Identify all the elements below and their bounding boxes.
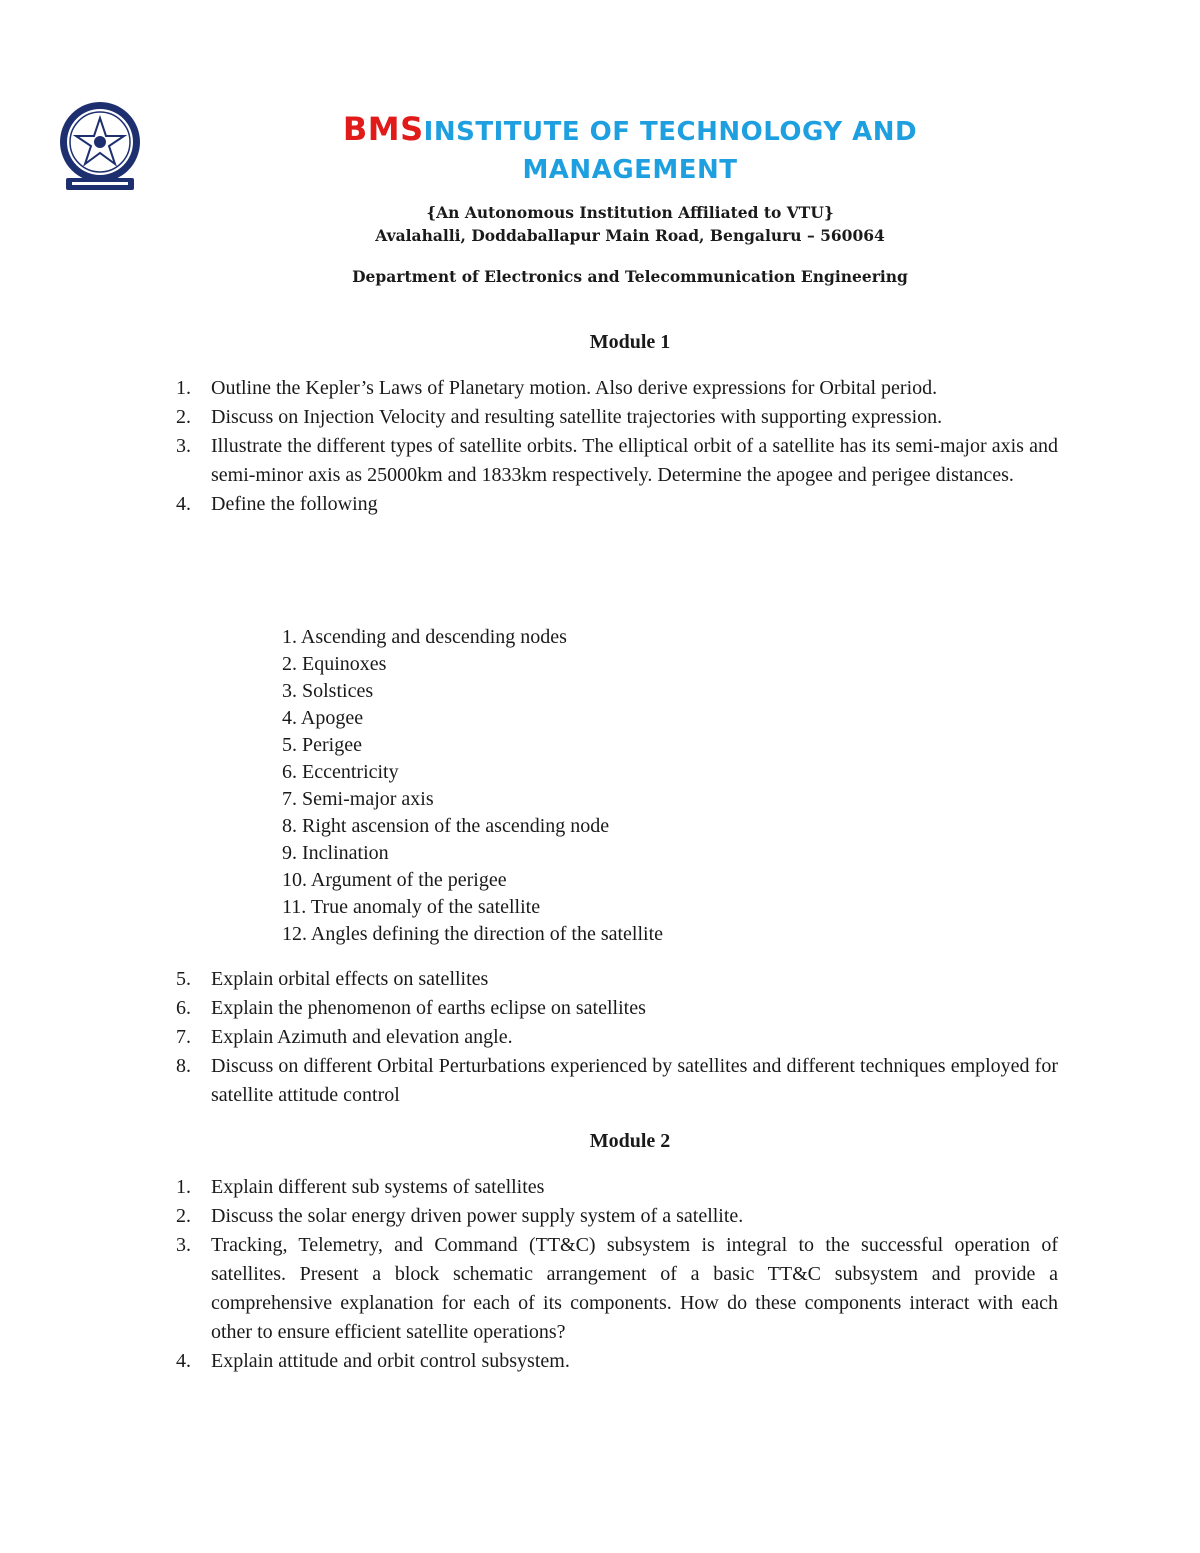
question-item bbox=[168, 965, 1058, 994]
definition-item: 10. Argument of the perigee bbox=[282, 869, 507, 891]
definition-item: 11. True anomaly of the satellite bbox=[282, 896, 541, 918]
question-text: Explain Azimuth and elevation angle. bbox=[211, 1026, 513, 1048]
question-text: Tracking, Telemetry, and Command (TT&C) subsystem is integral to the successful operation of satellites. Present a block schematic arrangement of a basic TT&C subsystem and provide a comprehensive explanation for each of its components. How do these components interact with each other to ensure efficient satellite operations? bbox=[211, 1234, 1058, 1343]
question-number: 2. bbox=[176, 406, 191, 428]
institute-title bbox=[300, 110, 960, 189]
department: Department of Electronics and Telecommunication Engineering bbox=[352, 267, 908, 286]
question-number: 4. bbox=[176, 1350, 191, 1372]
question-item bbox=[168, 1173, 1058, 1202]
question-text: Explain different sub systems of satellites bbox=[211, 1176, 545, 1198]
question-item bbox=[168, 1202, 1058, 1231]
question-number: 6. bbox=[176, 997, 191, 1019]
module-2-title: Module 2 bbox=[589, 1130, 671, 1152]
definition-item: 4. Apogee bbox=[282, 707, 364, 729]
question-number: 4. bbox=[176, 493, 191, 515]
definition-item: 1. Ascending and descending nodes bbox=[282, 626, 567, 648]
question-number: 2. bbox=[176, 1205, 191, 1227]
module-1-title: Module 1 bbox=[589, 331, 671, 353]
question-number: 5. bbox=[176, 968, 191, 990]
question-text: Illustrate the different types of satellite orbits. The elliptical orbit of a satellite has its semi-major axis and semi-minor axis as 25000km and 1833km respectively. Determine the apogee and perigee distances. bbox=[211, 435, 1058, 486]
question-item bbox=[168, 432, 1058, 490]
definition-item: 7. Semi-major axis bbox=[282, 788, 434, 810]
definition-list bbox=[282, 624, 663, 948]
question-number: 1. bbox=[176, 377, 191, 399]
definition-item: 8. Right ascension of the ascending node bbox=[282, 815, 610, 837]
question-item bbox=[168, 1023, 1058, 1052]
institute-name: INSTITUTE OF TECHNOLOGY AND bbox=[423, 117, 918, 147]
definition-item: 6. Eccentricity bbox=[282, 761, 399, 783]
module-1-questions-b bbox=[168, 965, 1058, 1110]
question-text: Discuss on different Orbital Perturbations experienced by satellites and different techniques employed for satellite attitude control bbox=[211, 1055, 1058, 1106]
question-text: Discuss on Injection Velocity and resulting satellite trajectories with supporting expression. bbox=[211, 406, 943, 428]
institute-logo bbox=[56, 100, 144, 196]
question-text: Explain attitude and orbit control subsystem. bbox=[211, 1350, 570, 1372]
question-item bbox=[168, 1231, 1058, 1347]
brand-name: BMS bbox=[342, 110, 424, 148]
definition-item: 2. Equinoxes bbox=[282, 653, 387, 675]
definition-item: 3. Solstices bbox=[282, 680, 374, 702]
question-item bbox=[168, 374, 1058, 403]
question-number: 3. bbox=[176, 1234, 191, 1256]
address: Avalahalli, Doddaballapur Main Road, Bengaluru – 560064 bbox=[375, 226, 885, 245]
question-number: 8. bbox=[176, 1055, 191, 1077]
module-2-questions bbox=[168, 1173, 1058, 1376]
question-item bbox=[168, 994, 1058, 1023]
definition-item: 12. Angles defining the direction of the satellite bbox=[282, 923, 664, 945]
question-text: Discuss the solar energy driven power supply system of a satellite. bbox=[211, 1205, 744, 1227]
question-item bbox=[168, 490, 1058, 519]
question-number: 1. bbox=[176, 1176, 191, 1198]
module-1-questions-a bbox=[168, 374, 1058, 519]
question-item bbox=[168, 1052, 1058, 1110]
affiliation: {An Autonomous Institution Affiliated to VTU} bbox=[426, 203, 834, 222]
question-item bbox=[168, 1347, 1058, 1376]
definition-item: 9. Inclination bbox=[282, 842, 389, 864]
question-number: 3. bbox=[176, 435, 191, 457]
question-text: Define the following bbox=[211, 493, 378, 515]
question-text: Outline the Kepler’s Laws of Planetary motion. Also derive expressions for Orbital period. bbox=[211, 377, 938, 399]
definition-item: 5. Perigee bbox=[282, 734, 362, 756]
question-text: Explain the phenomenon of earths eclipse on satellites bbox=[211, 997, 646, 1019]
question-item bbox=[168, 403, 1058, 432]
question-number: 7. bbox=[176, 1026, 191, 1048]
institute-name-line2: MANAGEMENT bbox=[522, 155, 738, 185]
question-text: Explain orbital effects on satellites bbox=[211, 968, 489, 990]
